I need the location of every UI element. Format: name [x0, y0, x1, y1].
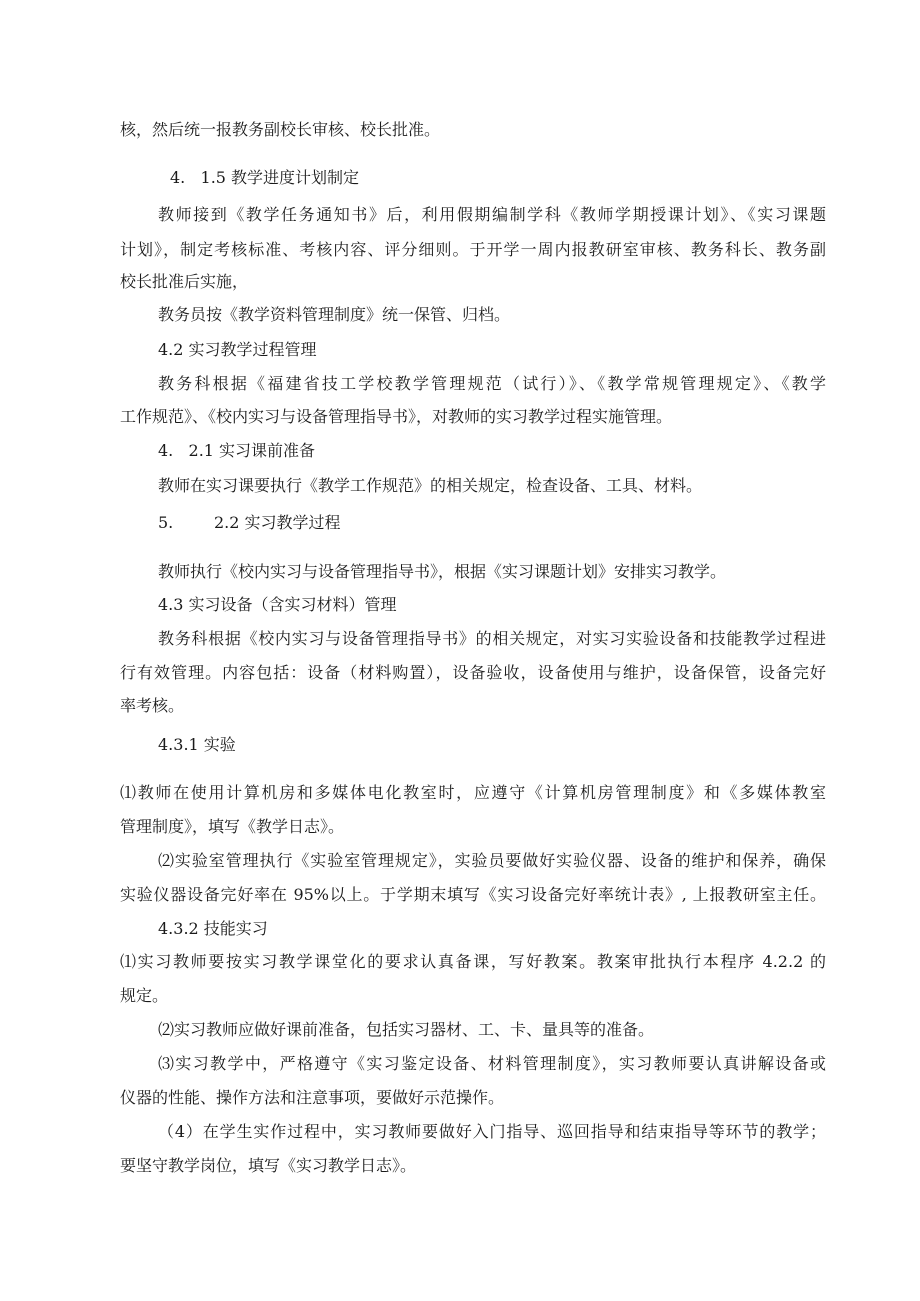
paragraph-line: 管理制度》，填写《教学日志》。 — [120, 817, 345, 836]
paragraph-line: 工作规范》、《校内实习与设备管理指导书》，对教师的实习教学过程实施管理。 — [120, 407, 673, 426]
paragraph-line: 教师执行《校内实习与设备管理指导书》，根据《实习课题计划》安排实习教学。 — [158, 562, 727, 581]
section-heading: 4.3.1 实验 — [158, 735, 236, 754]
paragraph-line: 规定。 — [120, 986, 169, 1005]
paragraph-line: ⑶实习教学中，严格遵守《实习鉴定设备、材料管理制度》，实习教师要认真讲解设备或 — [158, 1054, 826, 1073]
paragraph-line: 要坚守教学岗位，填写《实习教学日志》。 — [120, 1156, 417, 1175]
paragraph-line: 教师在实习课要执行《教学工作规范》的相关规定，检查设备、工具、材料。 — [158, 476, 703, 495]
paragraph-line: 校长批准后实施， — [120, 272, 249, 291]
paragraph-line: 计划》，制定考核标准、考核内容、评分细则。于开学一周内报教研室审核、教务科长、教务副 — [120, 240, 826, 259]
paragraph-line: （4）在学生实作过程中，实习教师要做好入门指导、巡回指导和结束指导等环节的教学； — [158, 1122, 826, 1141]
section-heading: 4.3 实习设备（含实习材料）管理 — [158, 595, 397, 614]
paragraph-line: 行有效管理。内容包括：设备（材料购置），设备验收，设备使用与维护，设备保管，设备完好 — [120, 663, 826, 682]
paragraph-line: 教务科根据《福建省技工学校教学管理规范（试行）》、《教学常规管理规定》、《教学 — [158, 374, 826, 393]
paragraph-line: ⑵实习教师应做好课前准备，包括实习器材、工、卡、量具等的准备。 — [158, 1020, 655, 1039]
paragraph-line: ⑵实验室管理执行《实验室管理规定》，实验员要做好实验仪器、设备的维护和保养，确保 — [158, 851, 826, 870]
paragraph-line: 核，然后统一报教务副校长审核、校长批准。 — [120, 120, 441, 139]
section-heading: 4. 1.5 教学进度计划制定 — [170, 168, 360, 187]
paragraph-line: 教务员按《教学资料管理制度》统一保管、归档。 — [158, 305, 511, 324]
section-heading: 5. 2.2 实习教学过程 — [158, 513, 341, 532]
paragraph-line: 仪器的性能、操作方法和注意事项，要做好示范操作。 — [120, 1088, 505, 1107]
section-heading: 4. 2.1 实习课前准备 — [158, 441, 316, 460]
paragraph-line: 率考核。 — [120, 696, 185, 715]
paragraph-line: 教师接到《教学任务通知书》后，利用假期编制学科《教师学期授课计划》、《实习课题 — [158, 205, 826, 224]
paragraph-line: ⑴实习教师要按实习教学课堂化的要求认真备课，写好教案。教案审批执行本程序 4.2.2 的 — [120, 952, 826, 971]
section-heading: 4.3.2 技能实习 — [158, 919, 268, 938]
paragraph-line: 实验仪器设备完好率在 95%以上。于学期末填写《实习设备完好率统计表》, 上报教研室主任。 — [120, 885, 826, 904]
paragraph-line: 教务科根据《校内实习与设备管理指导书》的相关规定，对实习实验设备和技能教学过程进 — [158, 629, 826, 648]
section-heading: 4.2 实习教学过程管理 — [158, 340, 317, 359]
paragraph-line: ⑴教师在使用计算机房和多媒体电化教室时，应遵守《计算机房管理制度》和《多媒体教室 — [120, 783, 826, 802]
